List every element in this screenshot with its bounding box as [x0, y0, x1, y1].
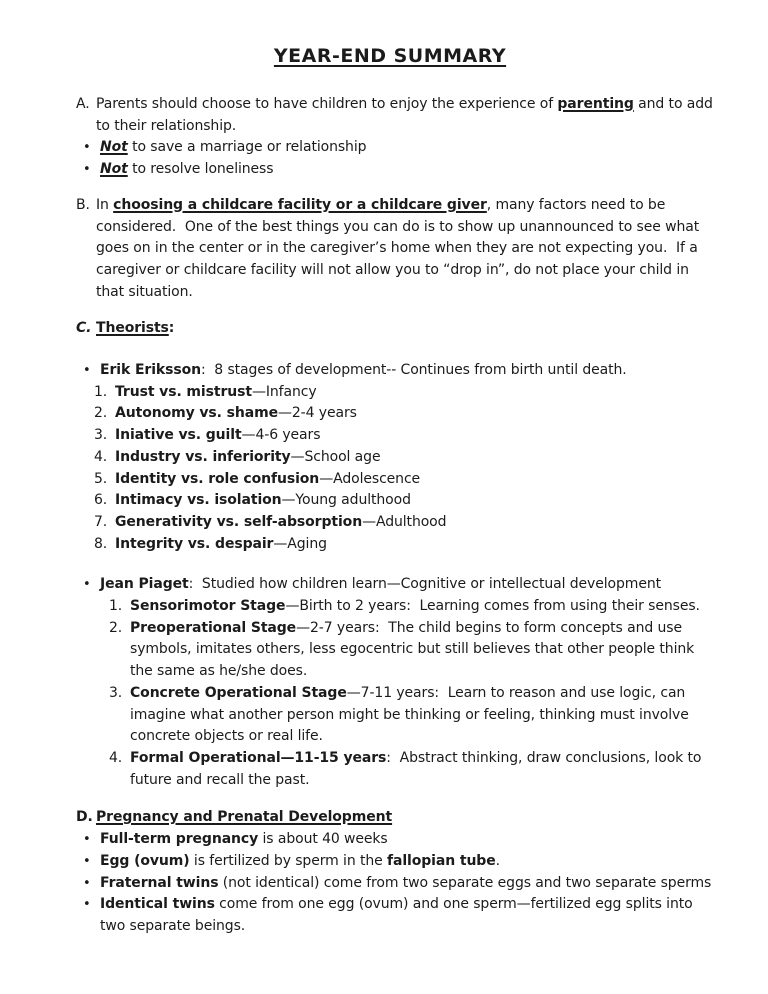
section-d — [76, 807, 718, 829]
eriksson-stage-2 — [76, 403, 718, 425]
bullet-jean-piaget — [76, 574, 718, 596]
text-content: Concrete Operational Stage—7-11 years: Learn to reason and use logic, can imagine what another person might be thinking or feeling, thinking must involve concrete objects or real life. — [130, 684, 694, 745]
eriksson-stage-8 — [76, 534, 718, 556]
text-content: Erik Eriksson: 8 stages of development-- Continues from birth until death. — [100, 362, 627, 379]
item-marker: 5. — [94, 470, 108, 487]
bullet-icon: • — [83, 853, 91, 869]
bullet-egg-ovum — [76, 851, 718, 873]
section-c — [76, 318, 718, 340]
item-marker: A. — [76, 96, 90, 112]
item-marker: 2. — [94, 405, 108, 422]
text-content: Egg (ovum) is fertilized by sperm in the fallopian tube. — [100, 852, 500, 869]
item-marker: 3. — [94, 427, 108, 444]
eriksson-stage-7 — [76, 512, 718, 534]
text-content: Not to save a marriage or relationship — [100, 139, 367, 156]
document-title — [76, 44, 704, 68]
bullet-icon: • — [83, 577, 91, 593]
text-content: Identical twins come from one egg (ovum) and one sperm—fertilized egg splits into two separate beings. — [100, 896, 697, 934]
text-content: Trust vs. mistrust—Infancy — [115, 383, 317, 400]
item-marker: 8. — [94, 535, 108, 552]
bullet-icon: • — [83, 832, 91, 848]
section-a — [76, 94, 718, 137]
text-content: Not to resolve loneliness — [100, 161, 274, 178]
text-content: Fraternal twins (not identical) come from two separate eggs and two separate sperms — [100, 874, 712, 891]
text-content: Iniative vs. guilt—4-6 years — [115, 427, 321, 444]
item-marker: 3. — [109, 684, 123, 701]
bullet-icon: • — [83, 875, 91, 891]
text-content: Parents should choose to have children to enjoy the experience of parenting and to add to their relationship. — [96, 96, 718, 134]
bullet-full-term — [76, 829, 718, 851]
item-marker: 7. — [94, 513, 108, 530]
item-marker: 1. — [109, 598, 123, 615]
item-marker: 1. — [94, 383, 108, 400]
section-b — [76, 195, 718, 304]
text-content: Formal Operational—11-15 years: Abstract thinking, draw conclusions, look to future and recall the past. — [130, 749, 706, 788]
bullet-erik-eriksson — [76, 360, 718, 382]
item-marker: 2. — [109, 619, 123, 636]
eriksson-stage-5 — [76, 469, 718, 491]
text-content: Sensorimotor Stage—Birth to 2 years: Learning comes from using their senses. — [130, 598, 700, 615]
item-marker: 4. — [109, 749, 123, 766]
item-marker: 6. — [94, 492, 108, 509]
bullet-not-marriage — [76, 137, 718, 159]
piaget-stage-2 — [76, 618, 718, 683]
item-marker: B. — [76, 196, 90, 213]
bullet-fraternal-twins — [76, 873, 718, 895]
item-marker: D. — [76, 809, 93, 826]
eriksson-stage-6 — [76, 490, 718, 512]
item-marker: 4. — [94, 448, 108, 465]
text-content: Intimacy vs. isolation—Young adulthood — [115, 492, 411, 509]
bullet-icon: • — [83, 140, 91, 156]
piaget-stage-4 — [76, 748, 718, 791]
bullet-not-loneliness — [76, 159, 718, 181]
text-content: Identity vs. role confusion—Adolescence — [115, 470, 421, 487]
text-content: Jean Piaget: Studied how children learn—Cognitive or intellectual development — [100, 576, 662, 593]
text-content: Theorists: — [96, 320, 175, 337]
bullet-icon: • — [83, 162, 91, 178]
document-body — [76, 94, 718, 938]
bullet-icon: • — [83, 363, 91, 379]
text-content: Integrity vs. despair—Aging — [115, 535, 327, 552]
item-marker: C. — [76, 320, 92, 337]
bullet-identical-twins — [76, 894, 718, 937]
piaget-stage-3 — [76, 683, 718, 748]
text-content: Autonomy vs. shame—2-4 years — [115, 405, 357, 422]
text-content: Industry vs. inferiority—School age — [115, 448, 381, 465]
text-content: Preoperational Stage—2-7 years: The child begins to form concepts and use symbols, imitates others, less egocentric but still believes that other people think the same as he/she does. — [130, 619, 699, 680]
eriksson-stage-3 — [76, 425, 718, 447]
piaget-stage-1 — [76, 596, 718, 618]
text-content: Generativity vs. self-absorption—Adulthood — [115, 513, 447, 530]
text-content: Pregnancy and Prenatal Development — [96, 809, 393, 826]
text-content: Full-term pregnancy is about 40 weeks — [100, 831, 388, 848]
eriksson-stage-4 — [76, 447, 718, 469]
document-title-text: YEAR-END SUMMARY — [273, 45, 507, 67]
bullet-icon: • — [83, 897, 91, 913]
text-content: In choosing a childcare facility or a childcare giver, many factors need to be considered. One of the best things you can do is to show up unannounced to see what goes on in the center or in the caregiver’s home when they are not expecting you. If a caregiver or childcare facility will not allow you to “drop in”, do not place your child in that situation. — [96, 196, 704, 300]
eriksson-stage-1 — [76, 382, 718, 404]
